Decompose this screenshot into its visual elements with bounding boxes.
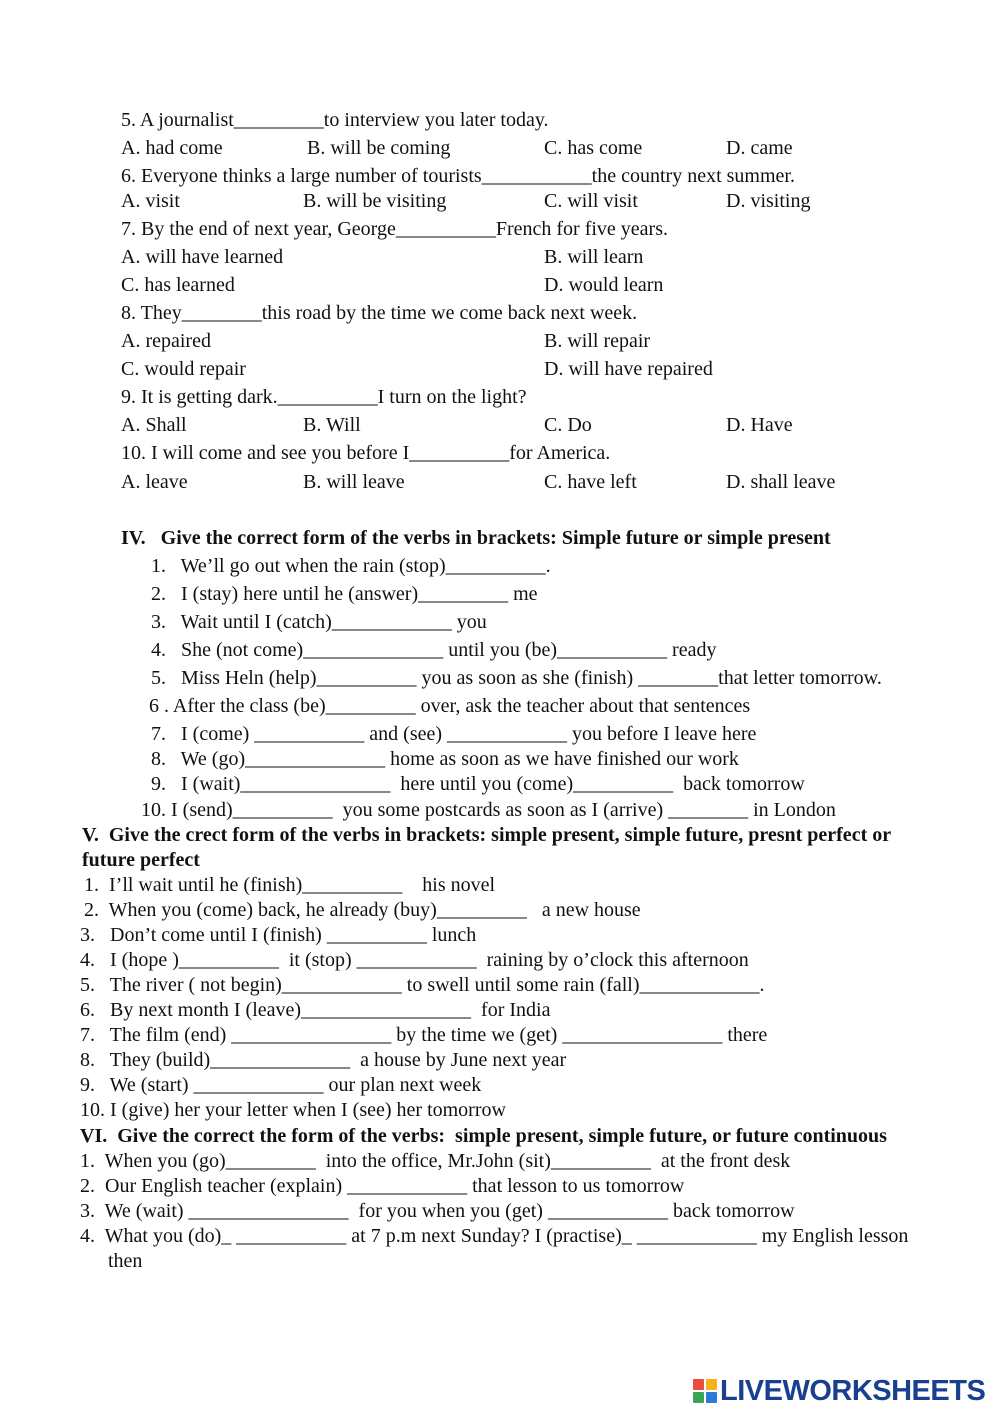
section-v-item-3: 3. Don’t come until I (finish) __________ lunch bbox=[80, 924, 477, 946]
section-iv-item-6: 6 . After the class (be)_________ over, ask the teacher about that sentences bbox=[149, 695, 751, 717]
question-9-option-b: B. Will bbox=[303, 414, 361, 436]
question-6-option-a: A. visit bbox=[121, 190, 180, 212]
section-iv-item-1: 1. We’ll go out when the rain (stop)__________. bbox=[151, 555, 551, 577]
section-v-item-7: 7. The film (end) ________________ by the time we (get) ________________ there bbox=[80, 1024, 768, 1046]
question-10-stem: 10. I will come and see you before I__________for America. bbox=[121, 442, 611, 464]
question-7-option-d: D. would learn bbox=[544, 274, 664, 296]
section-vi-item-4-continuation: then bbox=[108, 1250, 143, 1272]
question-7-option-b: B. will learn bbox=[544, 246, 644, 268]
question-7-option-a: A. will have learned bbox=[121, 246, 284, 268]
question-10-option-b: B. will leave bbox=[303, 471, 405, 493]
section-v-item-1: 1. I’ll wait until he (finish)__________ his novel bbox=[84, 874, 496, 896]
question-6-stem: 6. Everyone thinks a large number of tourists___________the country next summer. bbox=[121, 165, 795, 187]
section-v-item-5: 5. The river ( not begin)____________ to swell until some rain (fall)____________. bbox=[80, 974, 765, 996]
section-vi-heading: VI. Give the correct the form of the verbs: simple present, simple future, or future continuous bbox=[80, 1125, 887, 1147]
question-10-option-a: A. leave bbox=[121, 471, 188, 493]
liveworksheets-logo bbox=[692, 1376, 985, 1406]
question-8-option-b: B. will repair bbox=[544, 330, 651, 352]
question-6-option-d: D. visiting bbox=[726, 190, 811, 212]
section-iv-item-9: 9. I (wait)_______________ here until you (come)__________ back tomorrow bbox=[151, 773, 805, 795]
question-5-option-d: D. came bbox=[726, 137, 793, 159]
question-10-option-d: D. shall leave bbox=[726, 471, 836, 493]
question-8-option-a: A. repaired bbox=[121, 330, 211, 352]
question-8-option-c: C. would repair bbox=[121, 358, 246, 380]
section-iv-item-2: 2. I (stay) here until he (answer)_________ me bbox=[151, 583, 538, 605]
question-9-stem: 9. It is getting dark.__________I turn on the light? bbox=[121, 386, 527, 408]
section-iv-item-8: 8. We (go)______________ home as soon as we have finished our work bbox=[151, 748, 739, 770]
question-6-option-c: C. will visit bbox=[544, 190, 638, 212]
question-5-stem: 5. A journalist_________to interview you later today. bbox=[121, 109, 549, 131]
question-5-option-a: A. had come bbox=[121, 137, 223, 159]
section-v-item-6: 6. By next month I (leave)_________________ for India bbox=[80, 999, 551, 1021]
section-vi-item-2: 2. Our English teacher (explain) ____________ that lesson to us tomorrow bbox=[80, 1175, 685, 1197]
question-7-option-c: C. has learned bbox=[121, 274, 235, 296]
question-8-option-d: D. will have repaired bbox=[544, 358, 713, 380]
question-5-option-b: B. will be coming bbox=[307, 137, 451, 159]
section-iv-item-5: 5. Miss Heln (help)__________ you as soon as she (finish) ________that letter tomorrow. bbox=[151, 667, 882, 689]
section-v-heading: V. Give the crect form of the verbs in brackets: simple present, simple future, presnt perfect or bbox=[82, 824, 892, 846]
question-5-option-c: C. has come bbox=[544, 137, 643, 159]
section-iv-item-10: 10. I (send)__________ you some postcards as soon as I (arrive) ________ in London bbox=[141, 799, 836, 821]
question-8-stem: 8. They________this road by the time we come back next week. bbox=[121, 302, 638, 324]
section-vi-item-4: 4. What you (do)_ ___________ at 7 p.m next Sunday? I (practise)_ ____________ my English lesson bbox=[80, 1225, 909, 1247]
question-9-option-a: A. Shall bbox=[121, 414, 187, 436]
liveworksheets-logo-text: LIVEWORKSHEETS bbox=[720, 1374, 986, 1407]
question-7-stem: 7. By the end of next year, George__________French for five years. bbox=[121, 218, 669, 240]
section-iv-item-7: 7. I (come) ___________ and (see) ____________ you before I leave here bbox=[151, 723, 757, 745]
question-9-option-c: C. Do bbox=[544, 414, 592, 436]
section-vi-item-1: 1. When you (go)_________ into the office, Mr.John (sit)__________ at the front desk bbox=[80, 1150, 791, 1172]
section-v-item-10: 10. I (give) her your letter when I (see) her tomorrow bbox=[80, 1099, 506, 1121]
section-iv-heading: IV. Give the correct form of the verbs in brackets: Simple future or simple present bbox=[121, 527, 831, 549]
section-vi-item-3: 3. We (wait) ________________ for you when you (get) ____________ back tomorrow bbox=[80, 1200, 795, 1222]
question-6-option-b: B. will be visiting bbox=[303, 190, 447, 212]
question-9-option-d: D. Have bbox=[726, 414, 793, 436]
section-v-item-2: 2. When you (come) back, he already (buy)_________ a new house bbox=[84, 899, 641, 921]
liveworksheets-logo-icon bbox=[692, 1378, 718, 1404]
section-v-item-4: 4. I (hope )__________ it (stop) ____________ raining by o’clock this afternoon bbox=[80, 949, 749, 971]
section-iv-item-3: 3. Wait until I (catch)____________ you bbox=[151, 611, 487, 633]
section-v-item-8: 8. They (build)______________ a house by June next year bbox=[80, 1049, 567, 1071]
section-iv-item-4: 4. She (not come)______________ until you (be)___________ ready bbox=[151, 639, 717, 661]
section-v-heading-continued: future perfect bbox=[82, 849, 200, 871]
question-10-option-c: C. have left bbox=[544, 471, 637, 493]
section-v-item-9: 9. We (start) _____________ our plan next week bbox=[80, 1074, 482, 1096]
